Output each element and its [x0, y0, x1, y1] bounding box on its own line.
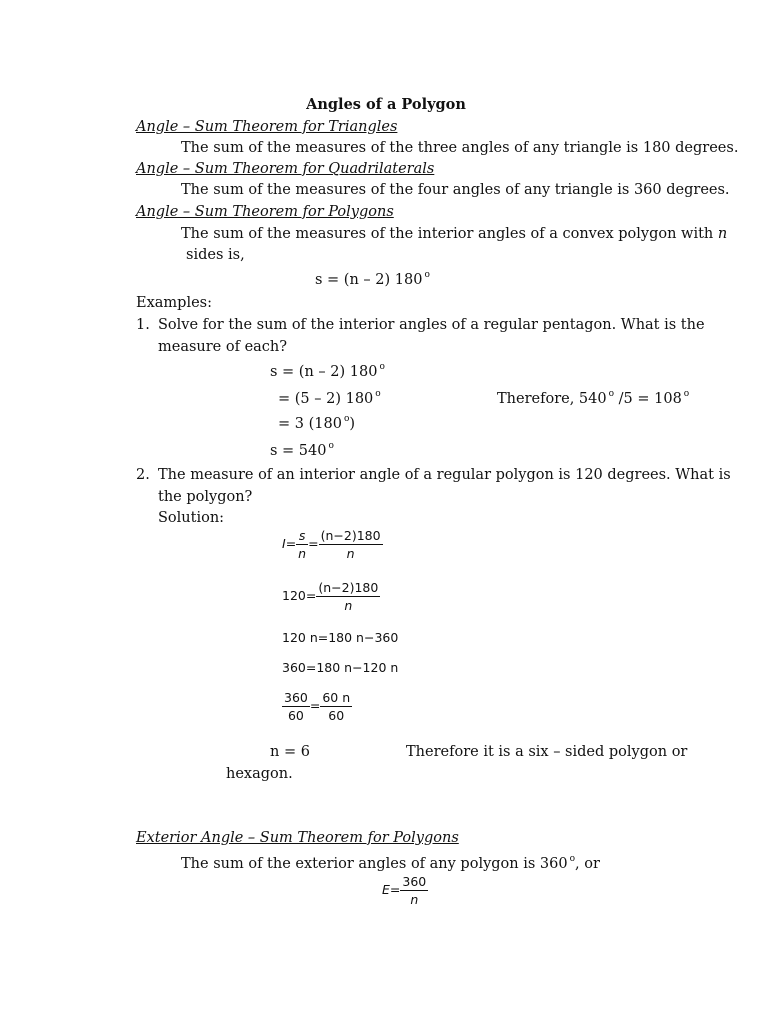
triangles-theorem-heading: Angle – Sum Theorem for Triangles	[136, 119, 398, 135]
example-2-question-cont: the polygon?	[158, 489, 253, 505]
polygons-theorem-heading: Angle – Sum Theorem for Polygons	[136, 204, 394, 220]
example-1-step-3: = 3 (180 $^o$)	[278, 414, 356, 432]
example-1-step-2: = (5 – 2) 180 $^o$	[278, 389, 381, 407]
quadrilaterals-theorem-heading: Angle – Sum Theorem for Quadrilaterals	[136, 161, 435, 177]
polygon-sum-formula: s = (n – 2) 180 $^o$	[315, 270, 430, 288]
example-2-question: The measure of an interior angle of a regular polygon is 120 degrees. What is	[158, 467, 731, 483]
quadrilaterals-theorem-text: The sum of the measures of the four angles of any triangle is 360 degrees.	[181, 182, 730, 198]
example-1-number: 1.	[136, 317, 150, 333]
polygons-theorem-text: The sum of the measures of the interior angles of a convex polygon with n	[181, 226, 728, 242]
example-2-number: 2.	[136, 467, 150, 483]
polygons-theorem-text-cont: sides is,	[186, 247, 245, 263]
example-1-question-cont: measure of each?	[158, 339, 288, 355]
exterior-theorem-text: The sum of the exterior angles of any polygon is 360 $^o$, or	[181, 854, 600, 872]
page-title: Angles of a Polygon	[306, 96, 466, 113]
equation-1: I= $\frac{s}{n}$ = $\frac{(n-2)180}{n}$	[282, 528, 381, 561]
example-2-solution-label: Solution:	[158, 510, 225, 526]
equation-5: $\frac{360}{60}$ = $\frac{60 n}{60}$	[284, 690, 351, 723]
example-2-hexagon: hexagon.	[226, 766, 293, 782]
exterior-formula: E= $\frac{360}{n}$	[382, 874, 427, 907]
equation-2: 120= $\frac{(n-2)180}{n}$	[282, 580, 379, 613]
example-2-therefore: Therefore it is a six – sided polygon or	[406, 744, 688, 760]
equation-4: 360=180 n−120 n	[282, 660, 399, 675]
example-1-step-1: s = (n – 2) 180 $^o$	[270, 362, 385, 380]
examples-label: Examples:	[136, 295, 212, 311]
triangles-theorem-text: The sum of the measures of the three angles of any triangle is 180 degrees.	[181, 140, 739, 156]
example-2-answer: n = 6	[270, 744, 310, 760]
exterior-theorem-heading: Exterior Angle – Sum Theorem for Polygons	[136, 830, 459, 846]
example-1-step-4: s = 540 $^o$	[270, 441, 334, 459]
example-1-therefore: Therefore, 540 $^o$ /5 = 108 $^o$	[497, 389, 690, 407]
equation-3: 120 n=180 n−360	[282, 630, 399, 645]
example-1-question: Solve for the sum of the interior angles of a regular pentagon. What is the	[158, 317, 705, 333]
